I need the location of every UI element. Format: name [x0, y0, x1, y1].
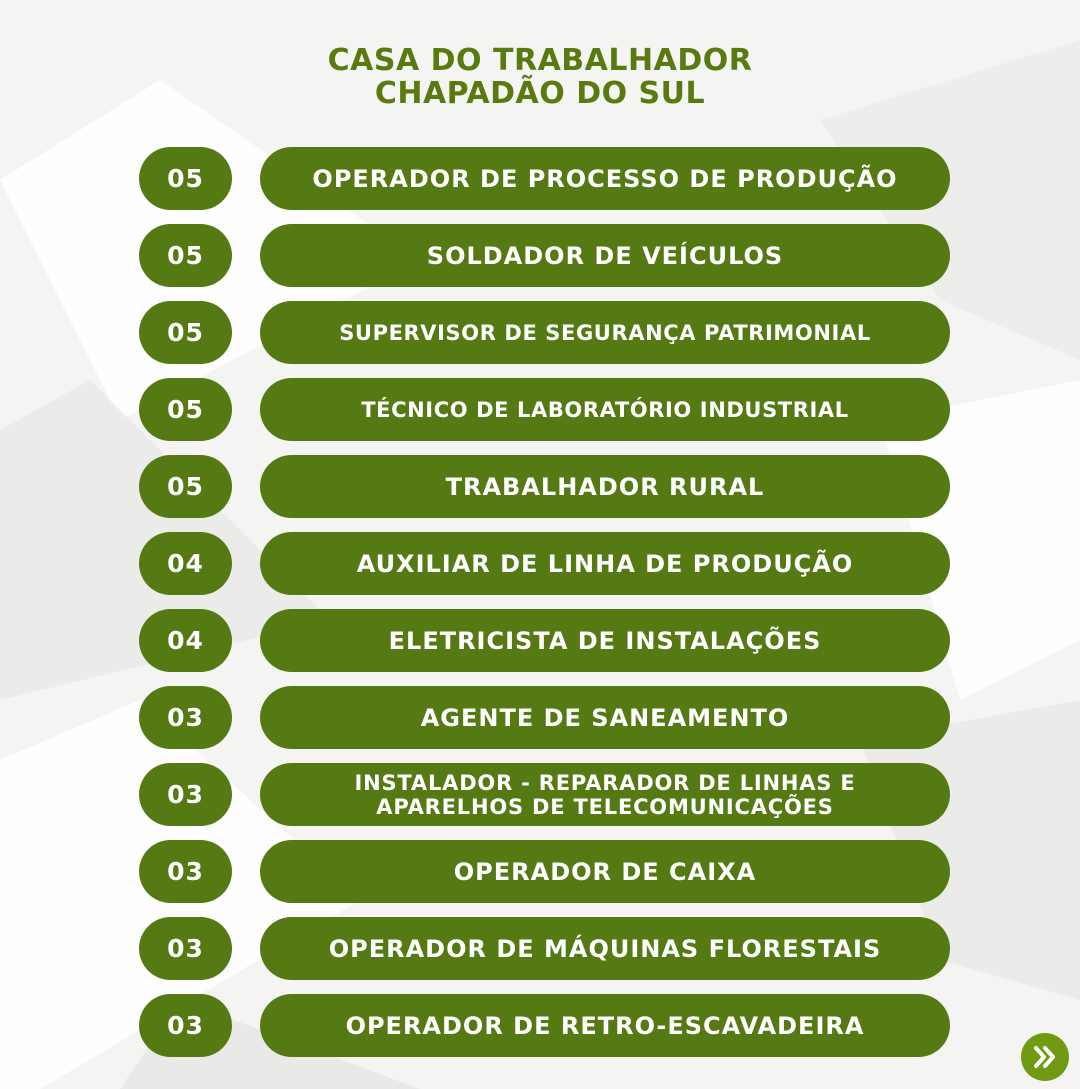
vacancy-count: 05 [139, 301, 232, 364]
list-item [0, 532, 1080, 595]
vacancy-count: 03 [139, 840, 232, 903]
job-title: TRABALHADOR RURAL [260, 455, 950, 518]
list-item [0, 686, 1080, 749]
job-title: OPERADOR DE RETRO-ESCAVADEIRA [260, 994, 950, 1057]
job-title: TÉCNICO DE LABORATÓRIO INDUSTRIAL [260, 378, 950, 441]
list-item [0, 301, 1080, 364]
title-line-2: CHAPADÃO DO SUL [374, 76, 706, 111]
job-title: OPERADOR DE MÁQUINAS FLORESTAIS [260, 917, 950, 980]
job-title: OPERADOR DE PROCESSO DE PRODUÇÃO [260, 147, 950, 210]
list-item [0, 763, 1080, 826]
job-title: SUPERVISOR DE SEGURANÇA PATRIMONIAL [260, 301, 950, 364]
job-title-line-2: APARELHOS DE TELECOMUNICAÇÕES [376, 794, 834, 819]
vacancy-count: 04 [139, 532, 232, 595]
page-title [0, 44, 1080, 110]
vacancy-count: 03 [139, 994, 232, 1057]
job-title: ELETRICISTA DE INSTALAÇÕES [260, 609, 950, 672]
list-item [0, 147, 1080, 210]
job-title [260, 763, 950, 826]
vacancy-count: 04 [139, 609, 232, 672]
job-title: AUXILIAR DE LINHA DE PRODUÇÃO [260, 532, 950, 595]
job-title-line-1: INSTALADOR - REPARADOR DE LINHAS E [354, 770, 856, 795]
vacancy-count: 05 [139, 224, 232, 287]
title-line-1: CASA DO TRABALHADOR [327, 43, 753, 78]
list-item [0, 609, 1080, 672]
list-item [0, 994, 1080, 1057]
list-item [0, 378, 1080, 441]
vacancy-count: 05 [139, 147, 232, 210]
list-item [0, 224, 1080, 287]
job-title: AGENTE DE SANEAMENTO [260, 686, 950, 749]
vacancy-count: 03 [139, 763, 232, 826]
double-chevron-right-icon [1031, 1043, 1059, 1071]
list-item [0, 917, 1080, 980]
vacancy-count: 05 [139, 378, 232, 441]
vacancy-count: 03 [139, 686, 232, 749]
list-item [0, 455, 1080, 518]
job-title: OPERADOR DE CAIXA [260, 840, 950, 903]
list-item [0, 840, 1080, 903]
job-title: SOLDADOR DE VEÍCULOS [260, 224, 950, 287]
next-button[interactable] [1021, 1033, 1069, 1081]
vacancy-count: 03 [139, 917, 232, 980]
vacancy-count: 05 [139, 455, 232, 518]
